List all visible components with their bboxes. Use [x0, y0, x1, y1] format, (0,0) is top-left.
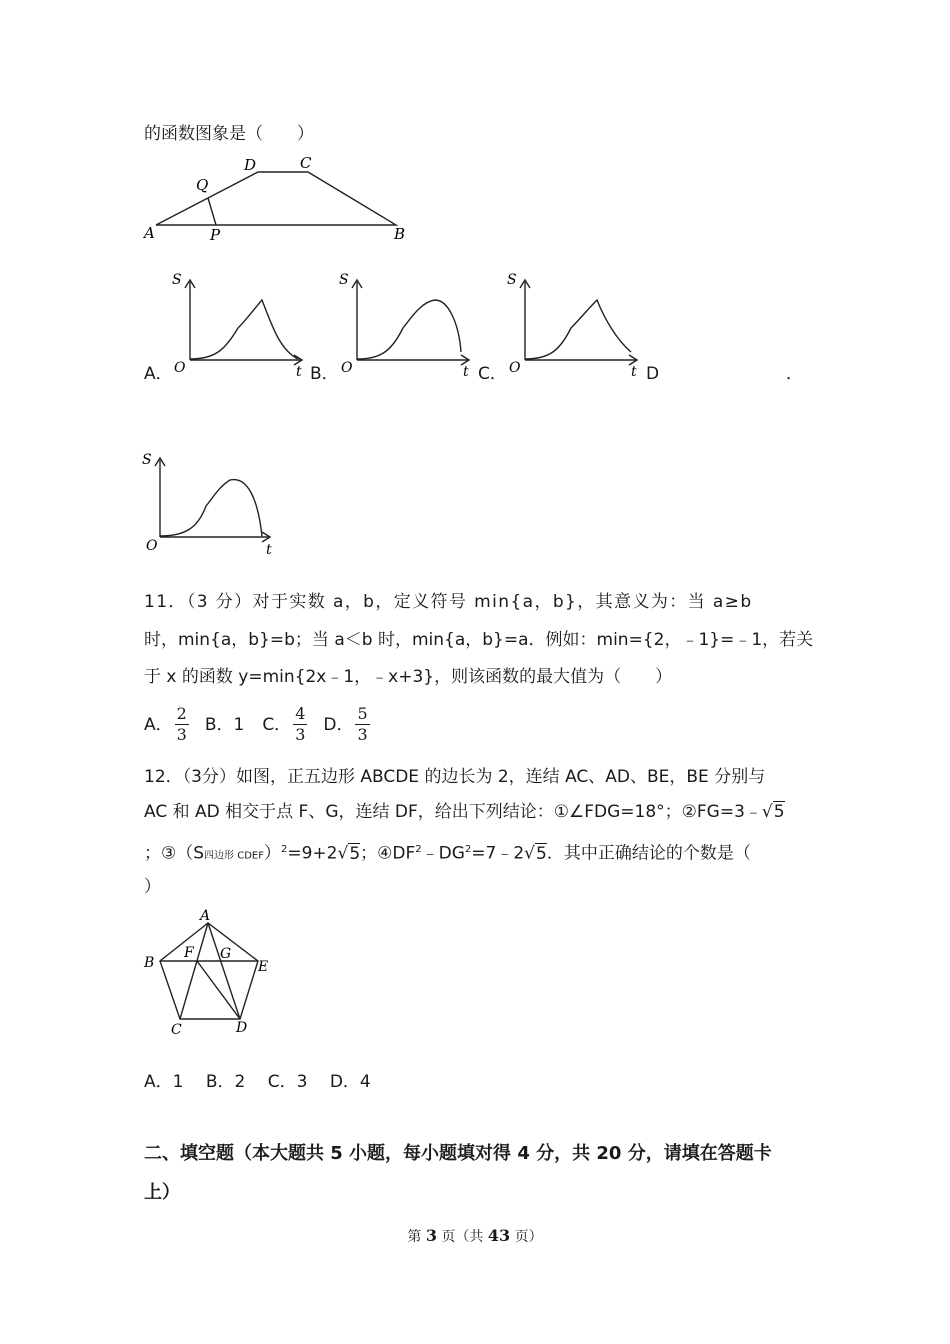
pent-label-b: B	[144, 955, 155, 971]
q11-options	[144, 704, 372, 745]
q10-option-d-label: D	[646, 364, 660, 384]
pent-label-g: G	[220, 946, 232, 962]
q11-opt-c-label: C．	[262, 714, 292, 735]
q11-opt-c-frac: $\frac{4}{3}$	[295, 704, 306, 744]
pent-label-a: A	[200, 908, 211, 924]
trap-label-b: B	[394, 225, 406, 243]
graph-d-t: t	[266, 542, 272, 558]
pent-label-e: E	[258, 959, 269, 975]
q10-option-c-label: C．	[478, 364, 507, 384]
graph-c	[505, 270, 645, 385]
q11-line2: 时，min{a，b}=b；当 a＜b 时，min{a，b}=a．例如：min={2，﹣1}=﹣1，若关	[144, 630, 814, 650]
q10-trailing-dot: ．	[786, 364, 803, 384]
trap-label-p: P	[210, 226, 221, 244]
q12-options: A．1 B．2 C．3 D．4	[144, 1072, 371, 1092]
trapezoid-figure	[140, 150, 420, 245]
footer-total-pages: 43	[487, 1226, 511, 1245]
section2-heading-line2: 上）	[144, 1182, 180, 1203]
graph-c-t: t	[631, 364, 637, 380]
graph-b-t: t	[463, 364, 469, 380]
q10-tail: 的函数图象是（ ）	[144, 124, 314, 144]
footer-page-number: 3	[425, 1226, 437, 1245]
q11-opt-d-frac: $\frac{5}{3}$	[357, 704, 368, 744]
trap-label-c: C	[300, 154, 312, 172]
pent-label-c: C	[171, 1022, 182, 1038]
graph-c-s: S	[507, 272, 517, 288]
q11-line1: 11．（3 分）对于实数 a，b，定义符号 min{a，b}，其意义为：当 a≥b	[144, 592, 753, 612]
q11-opt-d-label: D．	[323, 714, 354, 735]
trap-label-q: Q	[196, 176, 209, 194]
q11-opt-a-frac: $\frac{2}{3}$	[176, 704, 187, 744]
graph-d-o: O	[146, 538, 158, 554]
q11-opt-b: B．1	[204, 714, 245, 735]
graph-d	[140, 450, 280, 560]
page-footer: 第 3 页（共 43 页）	[407, 1226, 543, 1245]
graph-b-o: O	[341, 360, 353, 376]
trap-label-d: D	[244, 156, 257, 174]
q10-option-a-label: A．	[144, 364, 173, 384]
graph-a	[170, 270, 310, 385]
section2-heading-line1: 二、填空题（本大题共 5 小题，每小题填对得 4 分，共 20 分，请填在答题卡	[144, 1143, 772, 1164]
q11-line3: 于 x 的函数 y=min{2x﹣1，﹣x+3}，则该函数的最大值为（ ）	[144, 667, 673, 687]
graph-a-s: S	[172, 272, 182, 288]
graph-d-s: S	[142, 452, 152, 468]
trap-label-a: A	[144, 224, 155, 242]
q10-option-b-label: B．	[310, 364, 339, 384]
graph-b	[337, 270, 477, 385]
q12-line2: AC 和 AD 相交于点 F、G，连结 DF，给出下列结论：①∠FDG=18°；②FG=3﹣√5	[144, 802, 785, 822]
graph-a-t: t	[296, 364, 302, 380]
q12-line1: 12．（3分）如图，正五边形 ABCDE 的边长为 2，连结 AC、AD、BE，BE 分别与	[144, 767, 766, 787]
graph-a-o: O	[174, 360, 186, 376]
pent-label-d: D	[236, 1020, 248, 1036]
q11-opt-a-label: A．	[144, 714, 173, 735]
pentagon-figure	[140, 905, 280, 1040]
graph-b-s: S	[339, 272, 349, 288]
pent-label-f: F	[184, 945, 194, 961]
q12-line3: ；③（S四边形 CDEF）$^2$=9+2√5；$④DF^2﹣DG^2=7﹣2√5$．其中正确结论的个数是（	[144, 843, 751, 864]
graph-c-o: O	[509, 360, 521, 376]
q12-line4: ）	[144, 877, 161, 897]
